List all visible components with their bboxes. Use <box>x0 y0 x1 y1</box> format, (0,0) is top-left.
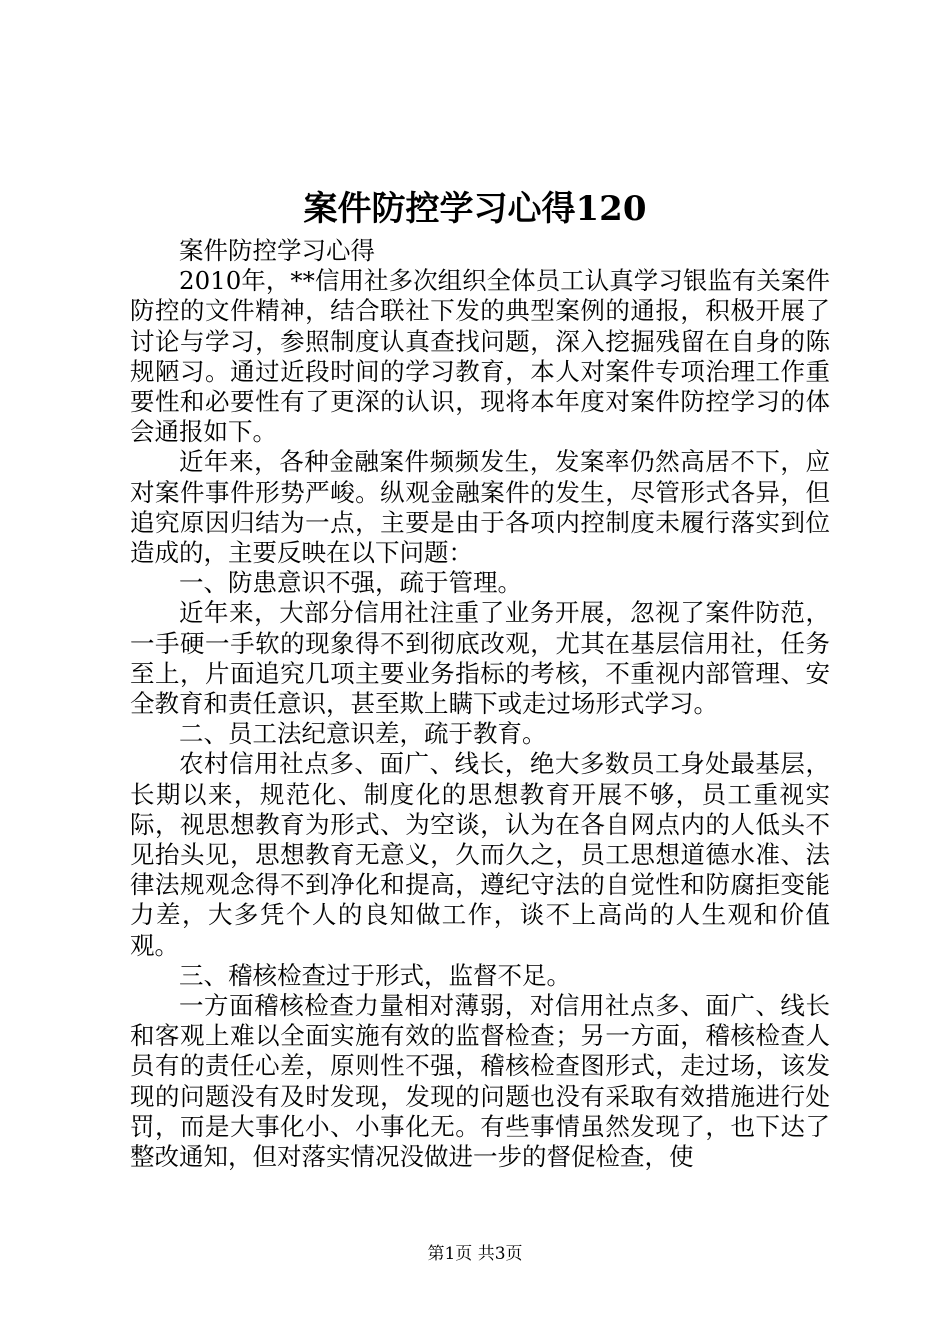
intro-paragraph: 2010年，**信用社多次组织全体员工认真学习银监有关案件防控的文件精神，结合联社下发的典型案例的通报，积极开展了讨论与学习，参照制度认真查找问题，深入挖掘残留在自身的陈规陋习。通过近段时间的学习教育，本人对案件专项治理工作重要性和必要性有了更深的认识，现将本年度对案件防控学习的体会通报如下。 <box>130 266 830 447</box>
document-title: 案件防控学习心得120 <box>303 189 647 229</box>
page-number-footer: 第1页 共3页 <box>427 1244 523 1264</box>
body-paragraph: 近年来，大部分信用社注重了业务开展，忽视了案件防范，一手硬一手软的现象得不到彻底改观，尤其在基层信用社，任务至上，片面追究几项主要业务指标的考核，不重视内部管理、安全教育和责任意识，甚至欺上瞒下或走过场形式学习。 <box>130 598 830 719</box>
section-heading-1: 一、防患意识不强，疏于管理。 <box>179 568 522 598</box>
section-heading-3: 三、稽核检查过于形式，监督不足。 <box>179 960 571 990</box>
document-body <box>130 236 830 1172</box>
body-paragraph: 一方面稽核检查力量相对薄弱，对信用社点多、面广、线长和客观上难以全面实施有效的监督检查；另一方面，稽核检查人员有的责任心差，原则性不强，稽核检查图形式，走过场，该发现的问题没有及时发现，发现的问题也没有采取有效措施进行处罚，而是大事化小、小事化无。有些事情虽然发现了，也下达了整改通知，但对落实情况没做进一步的督促检查，使 <box>130 991 830 1172</box>
section-heading-2: 二、员工法纪意识差，疏于教育。 <box>179 719 547 749</box>
body-paragraph: 农村信用社点多、面广、线长，绝大多数员工身处最基层，长期以来，规范化、制度化的思想教育开展不够，员工重视实际，视思想教育为形式、为空谈，认为在各自网点内的人低头不见抬头见，思想教育无意义，久而久之，员工思想道德水准、法律法规观念得不到净化和提高，遵纪守法的自觉性和防腐拒变能力差，大多凭个人的良知做工作，谈不上高尚的人生观和价值观。 <box>130 749 830 960</box>
subtitle-paragraph: 案件防控学习心得 <box>179 236 375 265</box>
body-paragraph: 近年来，各种金融案件频频发生，发案率仍然高居不下，应对案件事件形势严峻。纵观金融案件的发生，尽管形式各异，但追究原因归结为一点，主要是由于各项内控制度未履行落实到位造成的，主要反映在以下问题： <box>130 447 830 568</box>
